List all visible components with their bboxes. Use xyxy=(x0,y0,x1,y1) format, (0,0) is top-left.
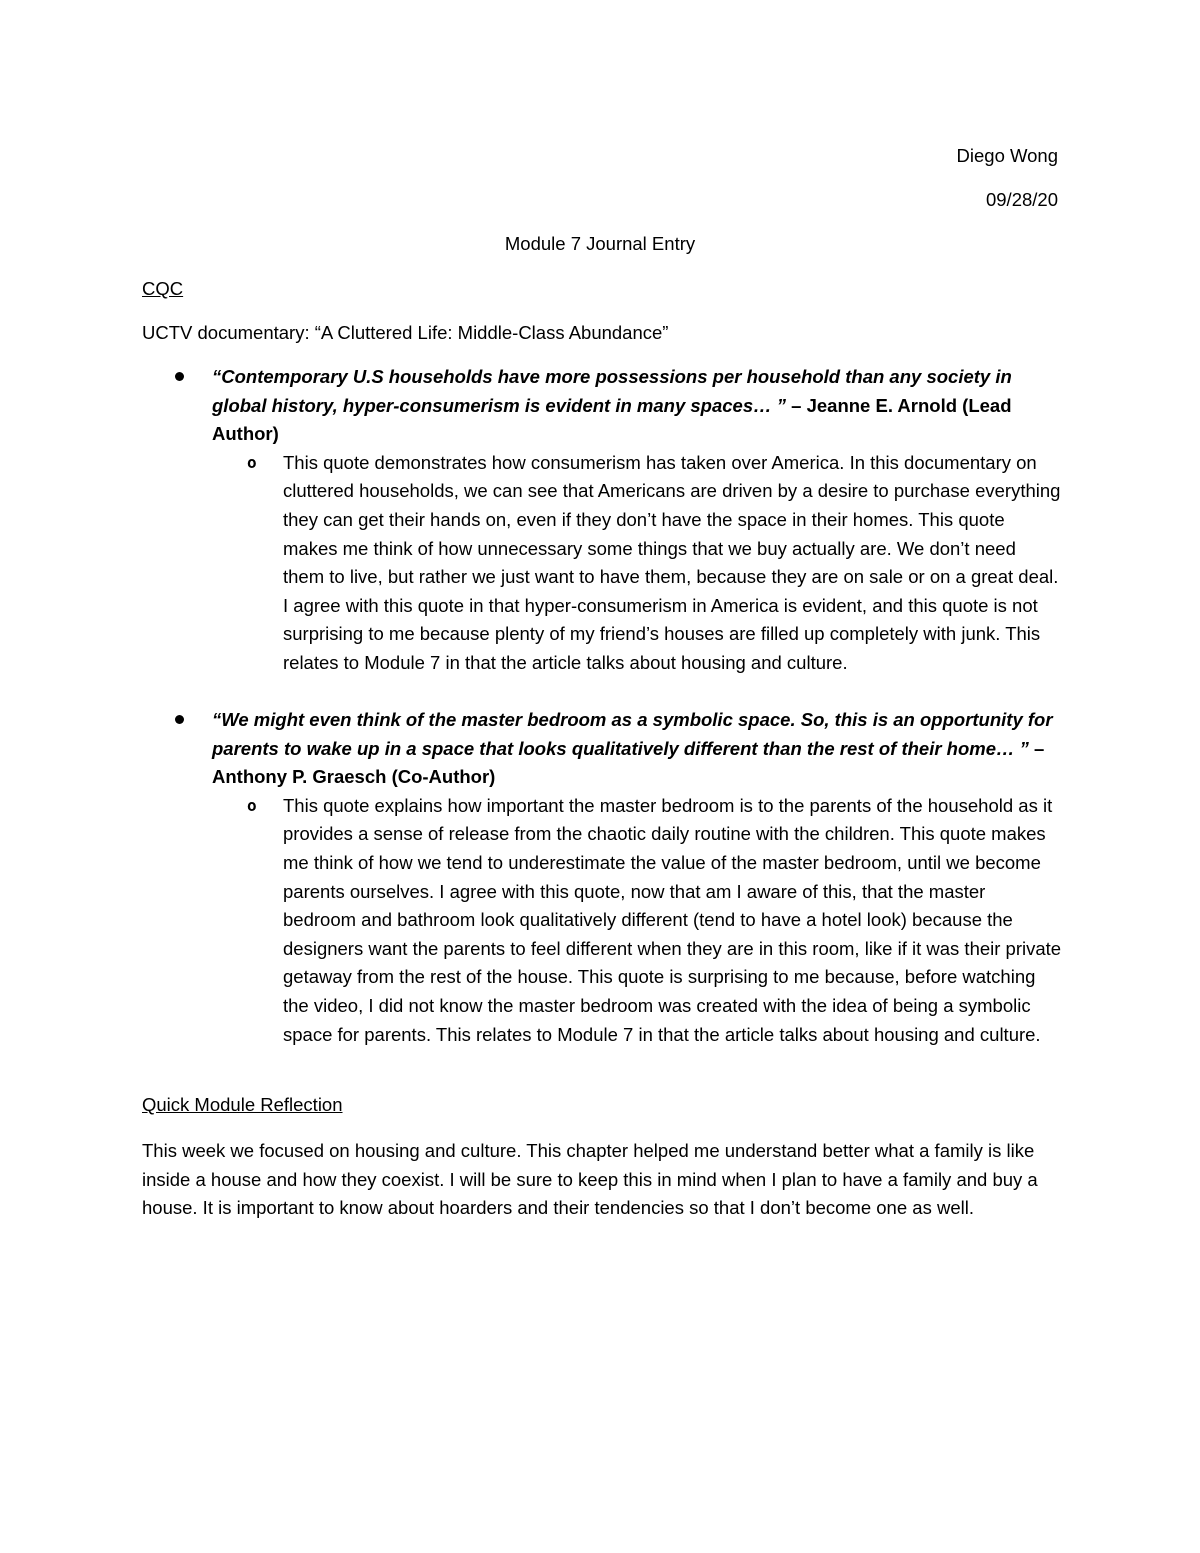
quote-attribution: – Jeanne E. Arnold (Lead Author) xyxy=(212,394,1012,445)
reflection-body: This week we focused on housing and culture. This chapter helped me understand better what a family is like inside a house and how they coexist. I will be sure to keep this in mind when I plan to have a family and buy a house. It is important to know about hoarders and their tendencies so that I don’t become one as well. xyxy=(142,1140,1038,1219)
quote-text: “We might even think of the master bedroom as a symbolic space. So, this is an opportunity for parents to wake up in a space that looks qualitatively different than the rest of their home… ” xyxy=(212,709,1053,759)
comment-paragraph xyxy=(142,449,1062,678)
cqc-item-1 xyxy=(142,363,1062,678)
quote-paragraph xyxy=(142,706,1062,792)
comment-paragraph xyxy=(142,792,1062,1049)
entry-date: 09/28/20 xyxy=(985,189,1058,210)
quote-attribution: – Anthony P. Graesch (Co-Author) xyxy=(212,737,1045,788)
cqc-heading: CQC xyxy=(142,278,184,299)
author-name: Diego Wong xyxy=(956,145,1058,166)
comment-text: This quote demonstrates how consumerism has taken over America. In this documentary on cluttered households, we can see that Americans are driven by a desire to purchase everything they can get their hands on, even if they don’t have the space in their homes. This quote makes me think of how unnecessary some things that we buy actually are. We don’t need them to live, but rather we just want to have them, because they are on sale or on a great deal. I agree with this quote in that hyper-consumerism in America is evident, and this quote is not surprising to me because plenty of my friend’s houses are filled up completely with junk. This relates to Module 7 in that the article talks about housing and culture. xyxy=(283,451,1061,673)
sub-bullet-icon: o xyxy=(247,452,257,472)
quote-text: “Contemporary U.S households have more possessions per household than any society in global history, hyper-consumerism is evident in many spaces… ” xyxy=(212,366,1012,416)
reflection-heading: Quick Module Reflection xyxy=(142,1094,343,1115)
cqc-item-2 xyxy=(142,706,1062,1049)
sub-bullet-icon: o xyxy=(247,795,257,815)
documentary-line: UCTV documentary: “A Cluttered Life: Middle-Class Abundance” xyxy=(142,322,669,343)
document-title: Module 7 Journal Entry xyxy=(504,233,696,254)
bullet-icon xyxy=(175,715,184,724)
bullet-icon xyxy=(175,372,184,381)
comment-text: This quote explains how important the master bedroom is to the parents of the household as it provides a sense of release from the chaotic daily routine with the children. This quote makes me think of how we tend to underestimate the value of the master bedroom, until we become parents ourselves. I agree with this quote, now that am I aware of this, that the master bedroom and bathroom look qualitatively different (tend to have a hotel look) because the designers want the parents to feel different when they are in this room, like if it was their private getaway from the rest of the house. This quote is surprising to me because, before watching the video, I did not know the master bedroom was created with the idea of being a symbolic space for parents. This relates to Module 7 in that the article talks about housing and culture. xyxy=(283,794,1062,1045)
quote-paragraph xyxy=(142,363,1062,449)
